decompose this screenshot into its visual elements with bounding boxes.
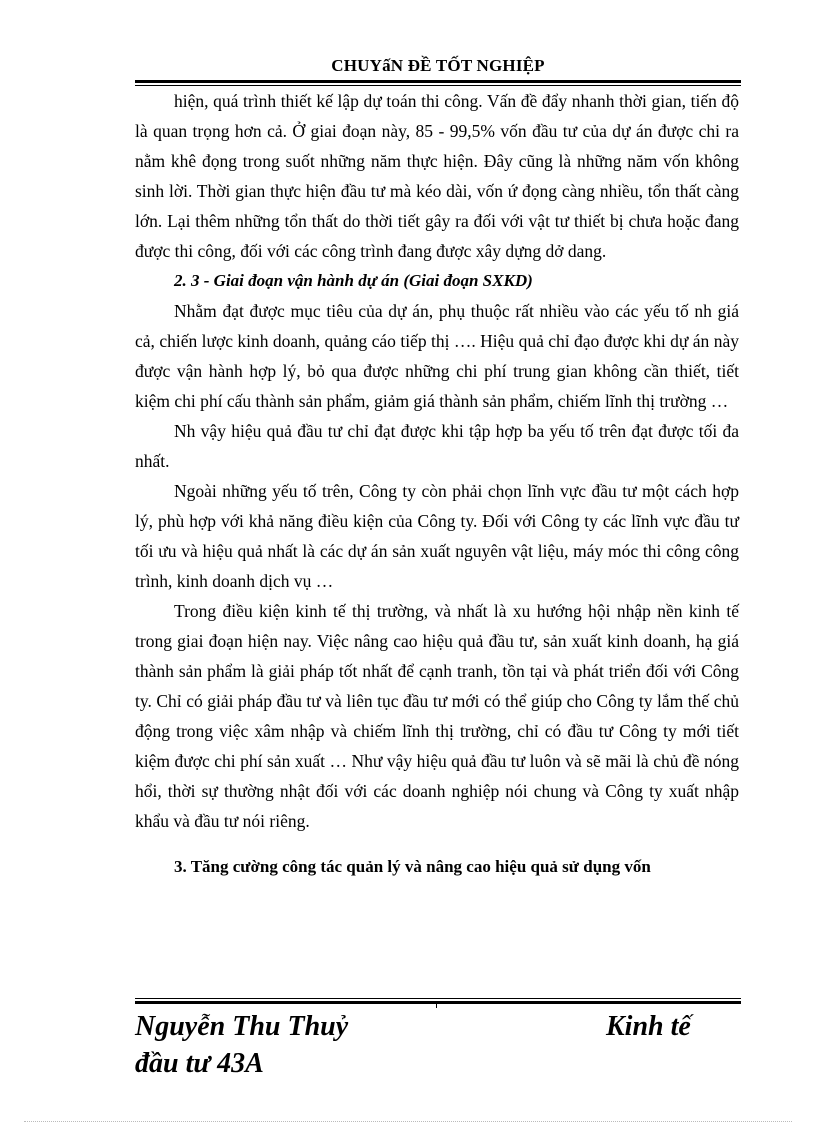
paragraph-1: hiện, quá trình thiết kế lập dự toán thi công. Vấn đề đẩy nhanh thời gian, tiến độ là quan trọng hơn cả. Ở giai đoạn này, 85 - 99,5% vốn đầu tư của dự án được chi ra nằm khê đọng trong suốt những năm thực hiện. Đây cũng là những năm vốn không sinh lời. Thời gian thực hiện đầu tư mà kéo dài, vốn ứ đọng càng nhiều, tổn thất càng lớn. Lại thêm những tổn thất do thời tiết gây ra đối với vật tư thiết bị chưa hoặc đang được thi công, đối với các công trình đang được xây dựng dở dang. xyxy=(135,91,739,261)
paragraph-5: Trong điều kiện kinh tế thị trường, và nhất là xu hướng hội nhập nền kinh tế trong giai đoạn hiện nay. Việc nâng cao hiệu quả đầu tư, sản xuất kinh doanh, hạ giá thành sản phẩm là giải pháp tốt nhất để cạnh tranh, tồn tại và phát triển đối với Công ty. Chỉ có giải pháp đầu tư và liên tục đầu tư mới có thể giúp cho Công ty lắm thế chủ động trong việc xâm nhập và chiếm lĩnh thị trường, chỉ có đầu tư Công ty mới tiết kiệm được chi phí sản xuất … Như vậy hiệu quả đầu tư luôn và sẽ mãi là chủ đề nóng hổi, thời sự thường nhật đối với các doanh nghiệp nói chung và Công ty xuất nhập khẩu và đầu tư nói riêng. xyxy=(135,601,739,831)
paragraph-4: Ngoài những yếu tố trên, Công ty còn phải chọn lĩnh vực đầu tư một cách hợp lý, phù hợp với khả năng điều kiện của Công ty. Đối với Công ty các lĩnh vực đầu tư tối ưu và hiệu quả nhất là các dự án sản xuất nguyên vật liệu, máy móc thi công công trình, kinh doanh dịch vụ … xyxy=(135,481,739,591)
page-bottom-edge xyxy=(24,1121,792,1122)
paragraph-3: Nh vậy hiệu quả đầu tư chỉ đạt được khi tập hợp ba yếu tố trên đạt được tối đa nhất. xyxy=(135,421,739,471)
footer-tick-mark xyxy=(436,1002,437,1008)
footer-class: đầu tư 43A xyxy=(135,1048,264,1079)
footer-author: Nguyễn Thu Thuỷ xyxy=(135,1011,349,1042)
footer-rule-thin xyxy=(135,998,741,999)
header-rule-thick xyxy=(135,80,741,83)
footer-department: Kinh tế xyxy=(606,1011,691,1042)
document-body xyxy=(135,86,739,882)
page-header-title: CHUYấN ĐỀ TỐT NGHIỆP xyxy=(331,56,545,75)
section-heading-2-3: 2. 3 - Giai đoạn vận hành dự án (Giai đoạn SXKD) xyxy=(174,271,533,290)
section-heading-3: 3. Tăng cường công tác quản lý và nâng cao hiệu quả sử dụng vốn xyxy=(174,857,651,876)
paragraph-2: Nhằm đạt được mục tiêu của dự án, phụ thuộc rất nhiều vào các yếu tố nh giá cả, chiến lược kinh doanh, quảng cáo tiếp thị …. Hiệu quả chỉ đạo được khi dự án này được vận hành hợp lý, bỏ qua được những chi phí trung gian không cần thiết, tiết kiệm chi phí cấu thành sản phẩm, giảm giá thành sản phẩm, chiếm lĩnh thị trường … xyxy=(135,301,739,411)
footer-rule-thick xyxy=(135,1001,741,1004)
